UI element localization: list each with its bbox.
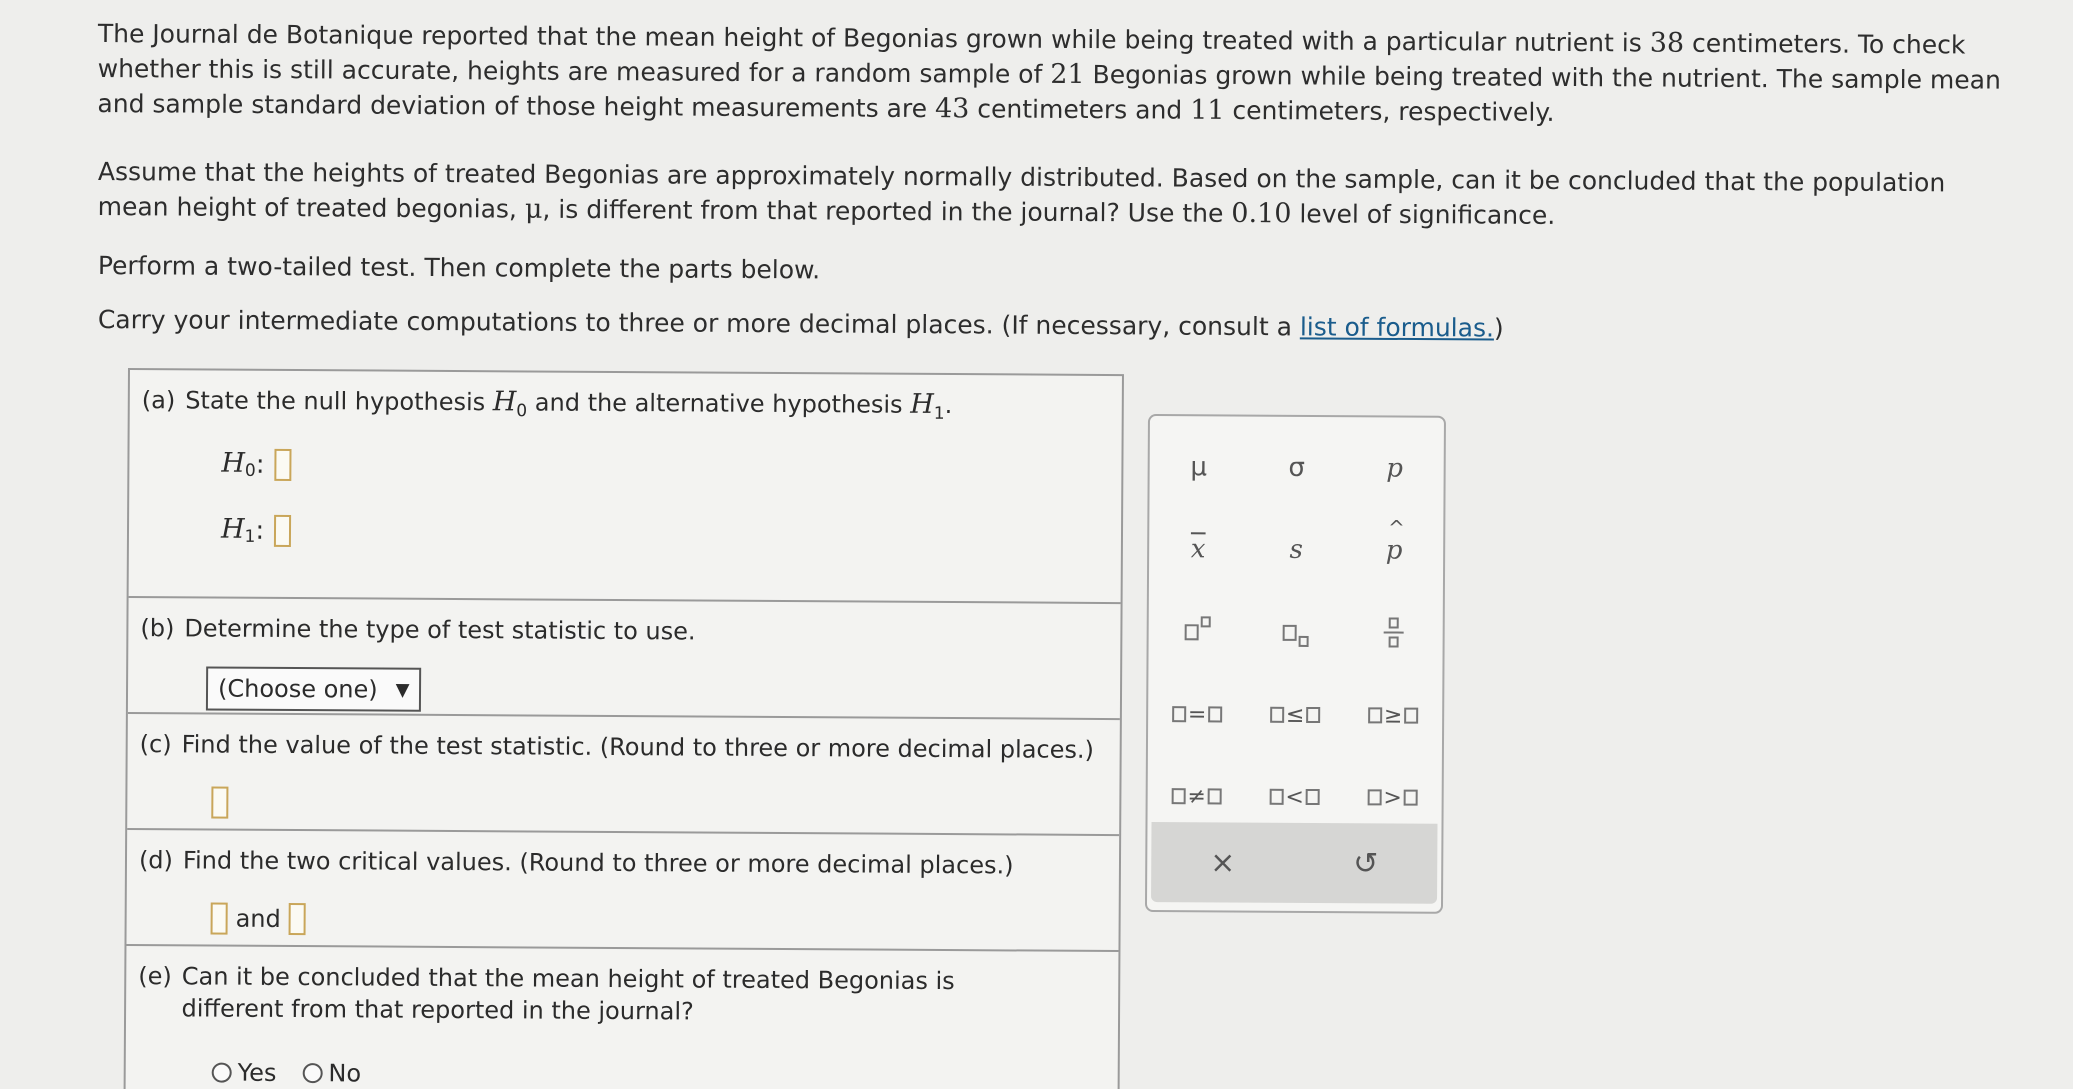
phat-button[interactable] [1345,509,1443,592]
mu-symbol: μ [524,193,543,225]
critical-values-answer [211,903,1119,941]
problem-text: ) [1493,313,1504,343]
null-hypothesis-row [221,431,1121,502]
h0-subscript: 0 [244,461,256,482]
test-statistic-input[interactable] [211,787,228,819]
part-c-label [128,714,1120,766]
part-text: Find the two critical values. (Round to three or more decimal places.) [182,846,1014,880]
conclusion-radio-group [212,1059,1118,1089]
problem-text: centimeters. To check whether this is still accurate, heights are measured for a random sample of [97,28,1966,89]
select-label: (Choose one) [217,674,378,704]
xbar-button[interactable] [1149,508,1247,591]
null-hypothesis-input[interactable] [274,449,291,481]
radio-yes[interactable] [212,1063,232,1083]
sigma-button[interactable] [1247,427,1345,510]
critical-value-upper-input[interactable] [289,903,306,935]
p-icon: p [1386,453,1404,484]
less-equal-icon: ≤ [1270,699,1321,729]
part-text: Determine the type of test statistic to use. [184,614,696,646]
and-label: and [235,904,281,933]
h1-symbol: H [910,388,934,420]
clear-button[interactable] [1210,845,1235,880]
problem-text: Assume that the heights of treated Begonias are approximately normally distributed. Based on the sample, can it be concluded that the population mean height of treated begonias, [97,156,1946,224]
close-icon: × [1210,844,1236,881]
significance-level: 0.10 [1231,197,1292,230]
yes-label: Yes [237,1058,277,1087]
critical-value-lower-input[interactable] [211,903,228,935]
greater-than-icon: > [1367,781,1418,811]
part-d-label [127,830,1119,882]
symbol-grid [1147,426,1443,838]
fraction-icon [1384,617,1404,647]
problem-text: centimeters, respectively. [1224,95,1555,127]
yes-option[interactable] [212,1059,277,1087]
colon: : [255,515,265,546]
problem-text: Carry your intermediate computations to three or more decimal places. (If necessary, consult a [97,304,1300,342]
symbol-palette [1145,414,1446,914]
sigma-icon: σ [1288,452,1305,483]
palette-footer [1151,822,1437,904]
problem-text: level of significance. [1291,199,1556,230]
h0-symbol: H [221,447,246,479]
not-equal-icon: ≠ [1171,780,1222,810]
mu-button[interactable] [1149,426,1247,509]
problem-text: Begonias grown while being treated with the nutrient. The sample mean and sample standard deviation of those height measurements are [97,60,2001,124]
problem-paragraph-2 [98,154,2018,236]
problem-text: centimeters and [969,94,1191,125]
part-text: State the null hypothesis [185,386,493,417]
h1-subscript: 1 [244,527,256,548]
problem-text: The Journal de Botanique reported that the mean height of Begonias grown while being treated with a particular nutrient is [97,18,1650,58]
superscript-button[interactable] [1148,590,1246,673]
test-statistic-answer [211,787,1119,825]
part-tag: (c) [139,730,172,759]
subscript-icon [1283,617,1309,647]
sample-sd: 11 [1190,94,1225,126]
greater-equal-button[interactable] [1344,673,1442,756]
part-tag: (d) [138,846,174,875]
part-tag: (e) [138,962,172,991]
h1-label [221,514,256,547]
problem-paragraph-4 [98,302,2018,349]
equals-button[interactable] [1148,672,1246,755]
part-tag: (b) [140,614,175,643]
no-option[interactable] [302,1059,361,1087]
xbar-icon: $\overline{x}$ [1190,534,1206,565]
sample-size: 21 [1050,58,1085,91]
alt-hypothesis-row [221,497,1121,568]
h1-subscript: 1 [933,403,945,424]
part-tag: (a) [141,386,176,415]
test-statistic-select[interactable] [206,666,422,711]
part-text: Can it be concluded that the mean height of treated Begonias is different from that reported in the journal? [181,962,955,1026]
radio-no[interactable] [302,1063,322,1083]
sample-mean: 43 [934,93,970,125]
equals-icon: = [1172,698,1223,728]
problem-paragraph-1 [97,16,2018,133]
greater-equal-icon: ≥ [1368,699,1419,729]
alt-hypothesis-input[interactable] [274,515,291,547]
part-a-label [130,370,1122,431]
part-b [128,598,1121,720]
superscript-icon [1185,616,1211,646]
h0-subscript: 0 [516,401,528,422]
fraction-button[interactable] [1344,591,1442,674]
problem-text: Perform a two-tailed test. Then complete the parts below. [97,250,821,285]
problem-paragraph-3 [98,248,2018,295]
h0-symbol: H [492,386,517,418]
phat-letter: p [1385,535,1403,566]
less-than-icon: < [1269,781,1320,811]
question-panel [124,368,1124,1089]
part-d [126,830,1119,952]
s-button[interactable] [1247,509,1345,592]
phat-icon: ^ p [1385,515,1405,566]
part-b-label [128,598,1120,650]
part-text: Find the value of the test statistic. (Round to three or more decimal places.) [181,730,1094,764]
list-of-formulas-link[interactable]: list of formulas. [1299,312,1495,343]
part-e-label [126,946,1118,1030]
part-text: and the alternative hypothesis [527,388,911,419]
subscript-button[interactable] [1246,591,1344,674]
dropdown-arrow-icon: ▼ [395,679,410,701]
part-c [127,714,1120,836]
no-label: No [328,1059,362,1088]
h1-symbol: H [220,513,245,545]
part-e [126,946,1119,1089]
p-button[interactable] [1345,427,1443,510]
undo-icon: ↺ [1353,845,1379,881]
h0-label [221,448,256,481]
colon: : [255,449,265,480]
part-text: . [944,390,953,420]
less-equal-button[interactable] [1246,673,1344,756]
s-icon: s [1289,534,1303,565]
reported-mean: 38 [1649,27,1685,59]
mu-icon: μ [1190,452,1208,483]
problem-text: , is different from that reported in the journal? Use the [542,194,1232,228]
undo-button[interactable] [1353,846,1378,881]
part-a [129,370,1122,604]
